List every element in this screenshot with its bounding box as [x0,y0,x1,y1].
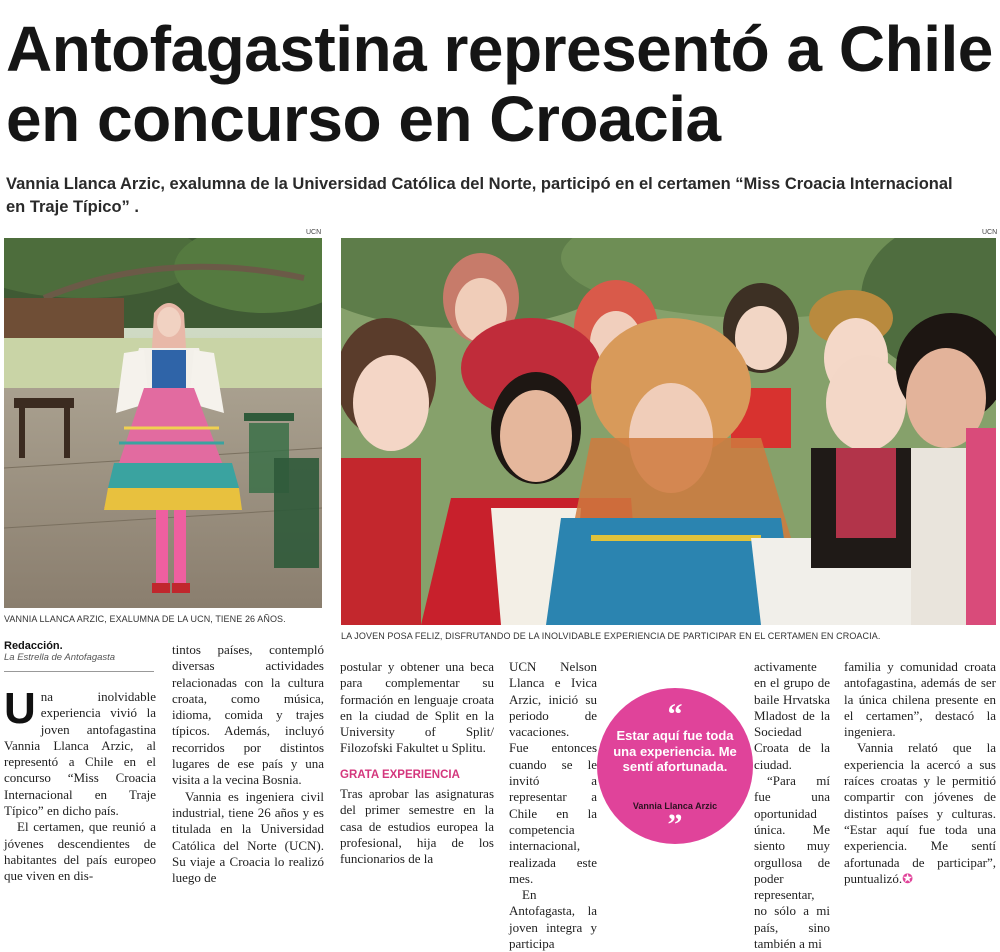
section-subhead: GRATA EXPERIENCIA [340,768,460,781]
headline: Antofagastina representó a Chile en concurso en Croacia [6,13,993,155]
close-quote-icon: ” [667,808,683,841]
photo-group-selfie [341,238,996,625]
end-mark-icon: ✪ [902,870,914,886]
byline-divider [4,671,154,672]
photo-vannia-illustration [4,238,322,608]
byline-org: La Estrella de Antofagasta [4,652,116,663]
photo-vannia [4,238,322,608]
article-col-1 [4,684,156,885]
article-paragraph: En Antofagasta, la joven integra y participa [509,887,597,952]
photo2-caption: LA JOVEN POSA FELIZ, DISFRUTANDO DE LA INOLVIDABLE EXPERIENCIA DE PARTICIPAR EN EL CERTAMEN EN CROACIA. [341,631,881,641]
subheadline: Vannia Llanca Arzic, exalumna de la Universidad Católica del Norte, participó en el certamen “Miss Croacia Internacional en Traje Típico” . [6,175,953,216]
article-col-3 [340,659,494,868]
photo1-caption: VANNIA LLANCA ARZIC, EXALUMNA DE LA UCN, TIENE 26 AÑOS. [4,614,286,624]
article-col-5 [754,659,830,952]
article-closing-text: Vannia relató que la experiencia la acercó a sus raíces croatas y le permitió compartir con jóvenes de distintos países y culturas. “Estar aquí fue toda una experiencia. Me sentí afortunada de participar”, puntualizó. [844,740,996,886]
byline-name: Redacción. [4,640,63,652]
article-lead: na inolvidable experiencia vivió la joven antofagastina Vannia Llanca Arzic, al representó a Chile en el concurso “Miss Croacia Internacional en Traje Típico” en dicho país. [4,689,156,819]
byline [4,640,154,663]
pull-quote [597,688,753,844]
article-paragraph: postular y obtener una beca para complementar su formación en lenguaje croata en la ciudad de Split en la University of Split/ Filozofski Fakultet u Splitu. [340,659,494,756]
article-col-2 [172,642,324,886]
photo1-credit: UCN [306,229,322,236]
photo-group-illustration [341,238,996,625]
article-paragraph: activamente en el grupo de baile Hrvatska Mladost de la Sociedad Croata de la ciudad. [754,659,830,772]
article-paragraph: familia y comunidad croata antofagastina, además de ser la única chilena presente en el certamen”, destacó la ingeniera. [844,659,996,740]
article-col-6 [844,659,996,887]
article-paragraph [844,740,996,887]
dropcap: U [4,684,36,733]
article-paragraph: Vannia es ingeniera civil industrial, tiene 26 años y es titulada en la Universidad Católica del Norte (UCN). Su viaje a Croacia lo realizó luego de [172,788,324,886]
article-paragraph: Tras aprobar las asignaturas del primer semestre en la casa de estudios europea la profesional, hija de los funcionarios de la [340,786,494,867]
open-quote-icon: “ [667,698,683,731]
photo2-credit: UCN [982,229,998,236]
pull-quote-text: Estar aquí fue toda una experiencia. Me sentí afortunada. [613,728,737,774]
article-paragraph: “Para mí fue una oportunidad única. Me siento muy orgullosa de poder representar, no sólo a mi país, sino también a mi [754,773,830,952]
article-paragraph: UCN Nelson Llanca e Ivica Arzic, inició su periodo de vacaciones. [509,659,597,740]
article-col-4 [509,659,597,952]
pull-quote-author: Vannia Llanca Arzic [632,801,718,811]
article-paragraph: El certamen, que reunió a jóvenes descendientes de habitantes del país europeo que viven en dis- [4,819,156,884]
article-paragraph: Fue entonces cuando se le invitó a representar a Chile en la competencia internacional, realizada este mes. [509,740,597,886]
article-paragraph: tintos países, contempló diversas actividades relacionadas con la cultura croata, como música, idioma, comida y trajes típicos. Además, incluyó recorridos por distintos lugares de ese país y una visita a la vecina Bosnia. [172,642,324,788]
